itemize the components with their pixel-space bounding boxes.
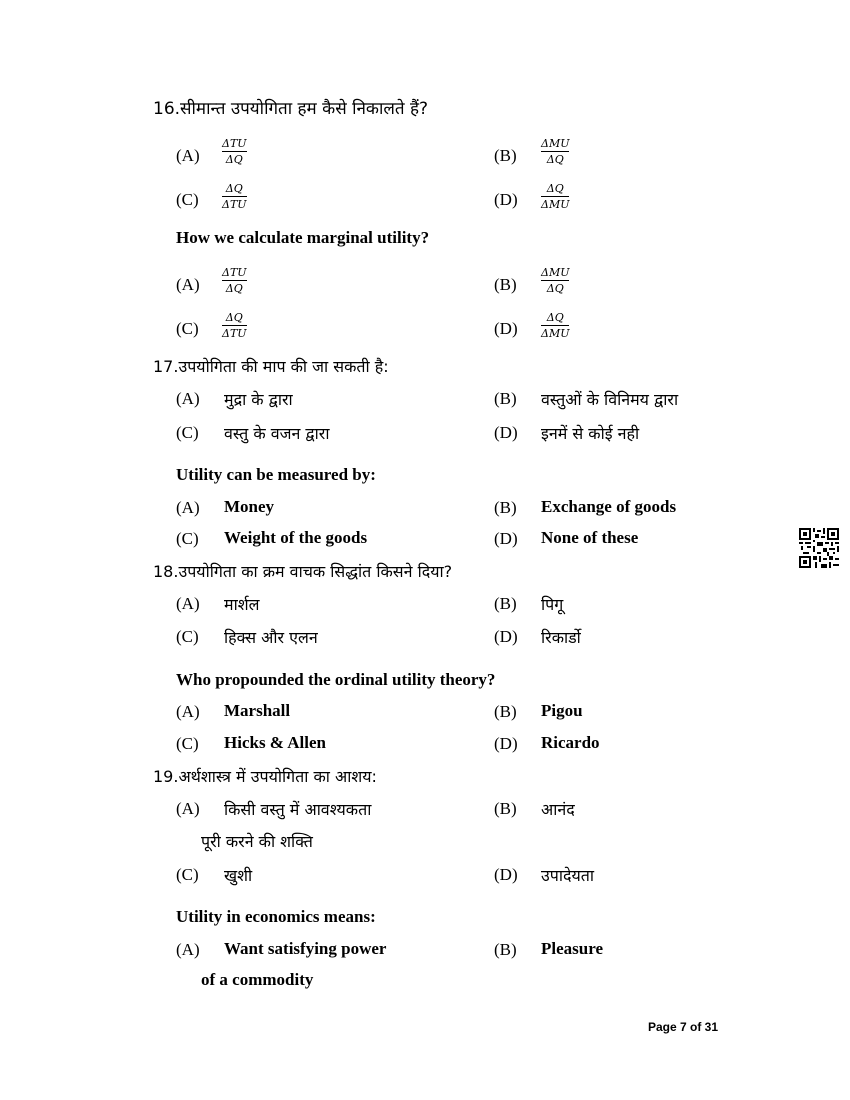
fraction-dtu-dq: ΔTU ΔQ xyxy=(222,266,247,295)
option-a-text-line2: of a commodity xyxy=(201,970,314,989)
option-label: (A) xyxy=(176,594,200,613)
option-a-text-line2: पूरी करने की शक्ति xyxy=(201,832,313,851)
option-label: (C) xyxy=(176,423,199,442)
q16-title-hindi: 16.सीमान्त उपयोगिता हम कैसे निकालते हैं? xyxy=(153,99,429,119)
fraction-dq-dmu: ΔQ ΔMU xyxy=(541,311,570,340)
option-label: (C) xyxy=(176,734,199,753)
option-label: (A) xyxy=(176,702,200,721)
q19-title-english: Utility in economics means: xyxy=(176,907,376,926)
option-label: (A) xyxy=(176,146,200,165)
qr-code-icon xyxy=(799,528,839,568)
option-label: (B) xyxy=(494,702,517,721)
option-label: (D) xyxy=(494,734,518,753)
option-label: (A) xyxy=(176,799,200,818)
option-d-text: None of these xyxy=(541,528,639,547)
fraction-dtu-dq: ΔTU ΔQ xyxy=(222,137,247,166)
option-label: (A) xyxy=(176,275,200,294)
page-number: Page 7 of 31 xyxy=(648,1020,719,1034)
q17-title-english: Utility can be measured by: xyxy=(176,465,376,484)
option-a-text: Marshall xyxy=(224,701,291,720)
option-b-text: Pleasure xyxy=(541,939,604,958)
option-d-text: रिकार्डो xyxy=(541,628,581,647)
option-a-text: मुद्रा के द्वारा xyxy=(224,390,293,409)
option-label: (B) xyxy=(494,146,517,165)
q18-title-english: Who propounded the ordinal utility theory? xyxy=(176,670,496,689)
option-label: (B) xyxy=(494,275,517,294)
q19-title-hindi: 19.अर्थशास्त्र में उपयोगिता का आशय: xyxy=(153,767,377,786)
option-a-text: मार्शल xyxy=(224,595,260,614)
option-a-text-line1: Want satisfying power xyxy=(224,939,387,958)
option-a-text: Money xyxy=(224,497,275,516)
option-label: (B) xyxy=(494,594,517,613)
option-label: (C) xyxy=(176,319,199,338)
option-label: (C) xyxy=(176,627,199,646)
option-d-text: इनमें से कोई नही xyxy=(541,424,640,443)
option-d-text: उपादेयता xyxy=(541,866,595,885)
option-label: (D) xyxy=(494,319,518,338)
option-label: (A) xyxy=(176,389,200,408)
option-c-text: वस्तु के वजन द्वारा xyxy=(224,424,330,443)
option-label: (D) xyxy=(494,865,518,884)
option-b-text: Pigou xyxy=(541,701,583,720)
option-label: (D) xyxy=(494,529,518,548)
q17-title-hindi: 17.उपयोगिता की माप की जा सकती है: xyxy=(153,357,389,376)
option-b-text: आनंद xyxy=(541,800,575,819)
fraction-dq-dmu: ΔQ ΔMU xyxy=(541,182,570,211)
option-label: (B) xyxy=(494,940,517,959)
option-label: (B) xyxy=(494,799,517,818)
option-label: (D) xyxy=(494,423,518,442)
q18-title-hindi: 18.उपयोगिता का क्रम वाचक सिद्धांत किसने दिया? xyxy=(153,562,453,581)
option-label: (C) xyxy=(176,865,199,884)
option-b-text: Exchange of goods xyxy=(541,497,677,516)
option-label: (C) xyxy=(176,529,199,548)
fraction-dq-dtu: ΔQ ΔTU xyxy=(222,311,247,340)
option-d-text: Ricardo xyxy=(541,733,600,752)
fraction-dq-dtu: ΔQ ΔTU xyxy=(222,182,247,211)
option-label: (B) xyxy=(494,498,517,517)
fraction-dmu-dq: ΔMU ΔQ xyxy=(541,266,570,295)
option-a-text-line1: किसी वस्तु में आवश्यकता xyxy=(224,800,372,819)
option-label: (B) xyxy=(494,389,517,408)
option-label: (A) xyxy=(176,940,200,959)
option-label: (D) xyxy=(494,627,518,646)
option-label: (A) xyxy=(176,498,200,517)
option-b-text: पिगू xyxy=(541,595,564,614)
option-b-text: वस्तुओं के विनिमय द्वारा xyxy=(541,390,679,409)
q16-title-english: How we calculate marginal utility? xyxy=(176,228,430,247)
option-c-text: Hicks & Allen xyxy=(224,733,327,752)
option-label: (D) xyxy=(494,190,518,209)
fraction-dmu-dq: ΔMU ΔQ xyxy=(541,137,570,166)
option-label: (C) xyxy=(176,190,199,209)
option-c-text: खुशी xyxy=(224,866,253,885)
option-c-text: Weight of the goods xyxy=(224,528,368,547)
option-c-text: हिक्स और एलन xyxy=(224,628,318,647)
